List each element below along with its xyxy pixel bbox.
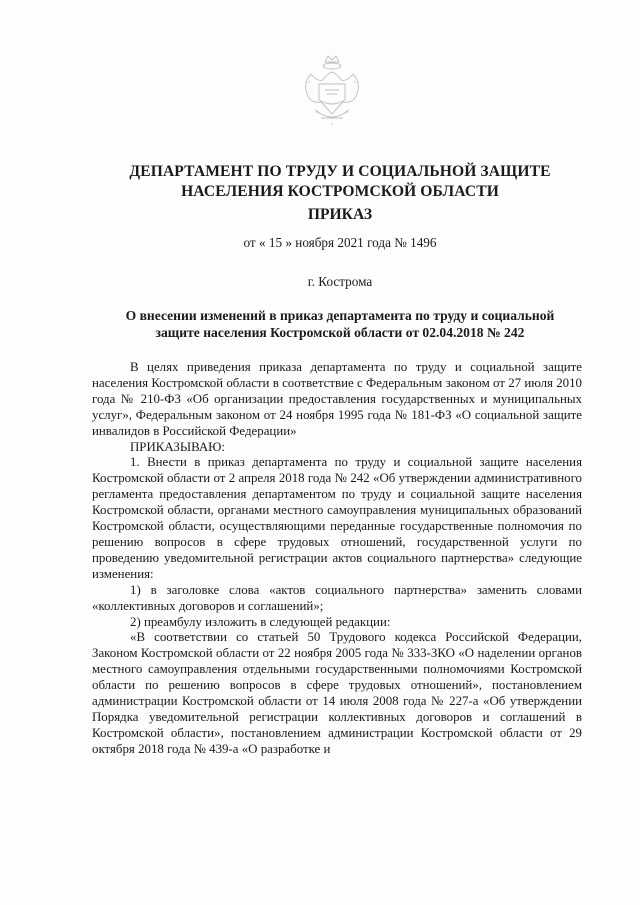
- subitem-1-paragraph: 1) в заголовке слова «актов социального партнерства» заменить словами «коллективных договоров и соглашений»;: [92, 582, 582, 613]
- city: г. Кострома: [307, 274, 373, 289]
- order-subject-line2: защите населения Костромской области от 02.04.2018 № 242: [155, 325, 525, 340]
- order-subject: [88, 307, 592, 341]
- department-name-line2: НАСЕЛЕНИЯ КОСТРОМСКОЙ ОБЛАСТИ: [181, 183, 499, 200]
- order-body: [92, 360, 582, 758]
- order-word: ПРИКАЗЫВАЮ:: [130, 439, 225, 454]
- department-name-line1: ДЕПАРТАМЕНТ ПО ТРУДУ И СОЦИАЛЬНОЙ ЗАЩИТЕ: [129, 163, 551, 180]
- document-type: ПРИКАЗ: [307, 206, 373, 223]
- order-subject-line1: О внесении изменений в приказ департамента по труду и социальной: [125, 308, 555, 323]
- department-name: [90, 162, 590, 202]
- preamble-paragraph: В целях приведения приказа департамента по труду и социальной защите населения Костромской области в соответствие с Федеральным законом от 27 июля 2010 года № 210-ФЗ «Об организации предоставления государственных и муниципальных услуг», Федеральным законом от 24 ноября 1995 года № 181-ФЗ «О социальной защите инвалидов в Российской Федерации»: [92, 360, 582, 438]
- quoted-preamble-paragraph: «В соответствии со статьей 50 Трудового кодекса Российской Федерации, Законом Костромской области от 22 ноября 2005 года № 333-ЗКО «О наделении органов местного самоуправления отдельными государственными полномочиями Костромской области по решению вопросов в сфере трудовых отношений», постановлением администрации Костромской области от 14 июля 2008 года № 227-а «Об утверждении Порядка уведомительной регистрации коллективных договоров и соглашений в Костромской области», постановлением администрации Костромской области от 29 октября 2018 года № 439-а «О разработке и: [92, 630, 582, 756]
- subitem-2-paragraph: 2) преамбулу изложить в следующей редакции:: [130, 614, 391, 629]
- item-1-paragraph: 1. Внести в приказ департамента по труду и социальной защите населения Костромской области от 2 апреля 2018 года № 242 «Об утверждении административного регламента предоставления департаментом по труду и социальной защите населения Костромской области, органами местного самоуправления муниципальных образований Костромской области, осуществляющими переданные государственные полномочия по решению вопросов в сфере трудовых отношений, государственной услуги по проведению уведомительной регистрации актов социального партнерства» следующие изменения:: [92, 455, 582, 581]
- order-date-number: от « 15 » ноября 2021 года № 1496: [243, 235, 437, 250]
- coat-of-arms-emblem: [297, 52, 367, 130]
